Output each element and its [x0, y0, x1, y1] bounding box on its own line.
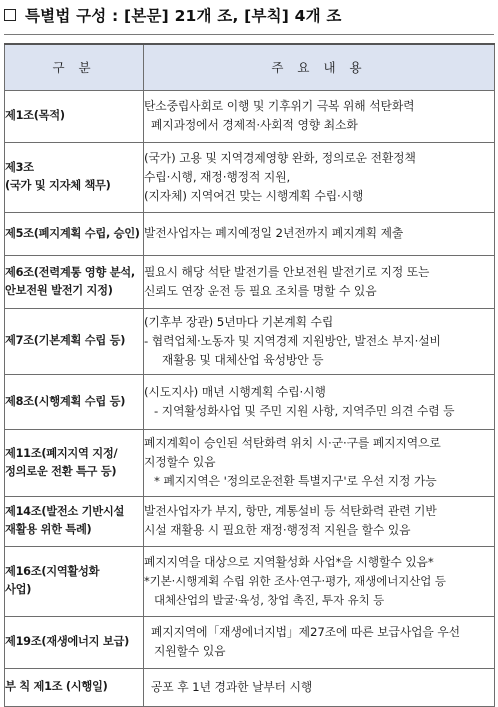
table-row [5, 255, 495, 308]
article-cell [5, 616, 144, 668]
content-line: 폐지지역을 대상으로 지역활성화 사업*을 시행할수 있음* [144, 554, 434, 569]
article-label: 제19조(재생에너지 보급) [5, 635, 129, 648]
article-label: 부 칙 제1조 (시행일) [5, 680, 108, 693]
article-cell [5, 142, 144, 212]
content-cell [144, 668, 495, 706]
content-line: 신뢰도 연장 운전 등 필요 조치를 명할 수 있음 [144, 283, 377, 298]
content-line: 발전사업자는 폐지예정일 2년전까지 폐지계획 제출 [144, 226, 404, 240]
content-note: * 폐지지역은 '정의로운전환 특별지구'로 우선 지정 가능 [154, 474, 437, 488]
content-line: 폐지과정에서 경제적·사회적 영향 최소화 [151, 118, 358, 132]
article-label: 제8조(시행계획 수립 등) [5, 394, 126, 408]
article-cell [5, 308, 144, 374]
content-cell [144, 212, 495, 255]
article-sublabel: (국가 및 지자체 책무) [5, 179, 111, 192]
article-label: 제16조(지역활성화 [5, 565, 100, 578]
content-line: 폐지지역에「재생에너지법」제27조에 따른 보급사업을 우선 [151, 625, 460, 639]
law-structure-table [4, 43, 495, 707]
heading-divider [4, 34, 494, 35]
content-line: 시설 재활용 시 필요한 재정·행정적 지원을 할수 있음 [144, 523, 411, 537]
content-note: 대체산업의 발굴·육성, 창업 촉진, 투자 유치 등 [154, 592, 385, 607]
article-cell [5, 255, 144, 308]
content-line: 공포 후 1년 경과한 날부터 시행 [151, 679, 313, 694]
article-cell [5, 212, 144, 255]
content-line: 지정할수 있음 [144, 455, 216, 469]
content-cell [144, 308, 495, 374]
content-line: 폐지계획이 승인된 석탄화력 위치 시·군·구를 폐지지역으로 [144, 436, 441, 450]
table-row [5, 496, 495, 546]
content-line: 수립·시행, 재정·행정적 지원, [144, 169, 291, 184]
content-line: 재활용 및 대체산업 육성방안 등 [162, 352, 324, 367]
article-label: 제14조(발전소 기반시설 [5, 505, 125, 518]
table-row [5, 90, 495, 142]
content-line: (지자체) 지역여건 맞는 시행계획 수립·시행 [144, 188, 364, 203]
table-header-row [5, 44, 495, 90]
table-row [5, 308, 495, 374]
article-label: 제7조(기본계획 수립 등) [5, 334, 126, 347]
article-label: 제1조(목적) [5, 109, 65, 122]
article-label: 제3조 [5, 161, 34, 174]
article-sublabel: 사업) [5, 583, 32, 596]
content-line: - 협력업체·노동자 및 지역경제 지원방안, 발전소 부지·설비 [144, 333, 441, 348]
content-line: 필요시 해당 석탄 발전기를 안보전원 발전기로 지정 또는 [144, 264, 430, 279]
content-line: - 지역활성화사업 및 주민 지원 사항, 지역주민 의견 수렴 등 [154, 403, 455, 418]
content-cell [144, 374, 495, 429]
article-cell [5, 496, 144, 546]
table-row [5, 668, 495, 706]
article-cell [5, 90, 144, 142]
article-label: 제11조(폐지지역 지정/ [5, 446, 118, 460]
content-cell [144, 546, 495, 616]
table-row [5, 142, 495, 212]
article-cell [5, 429, 144, 496]
table-row [5, 546, 495, 616]
header-category: 구 분 [5, 44, 144, 90]
table-row [5, 374, 495, 429]
content-line: (기후부 장관) 5년마다 기본계획 수립 [144, 314, 334, 329]
content-cell [144, 255, 495, 308]
article-sublabel: 안보전원 발전기 지정) [5, 283, 113, 297]
content-line: 지원할수 있음 [154, 644, 226, 658]
content-line: (시도지사) 매년 시행계획 수립·시행 [144, 384, 326, 399]
section-heading [4, 3, 342, 27]
table-row [5, 616, 495, 668]
article-sublabel: 정의로운 전환 특구 등) [5, 464, 117, 478]
checkbox-icon [4, 9, 16, 21]
table-row [5, 429, 495, 496]
article-cell [5, 668, 144, 706]
content-cell [144, 90, 495, 142]
article-label: 제5조(폐지계획 수립, 승인) [5, 226, 140, 240]
table-row [5, 212, 495, 255]
content-line: 탄소중립사회로 이행 및 기후위기 극복 위해 석탄화력 [144, 99, 415, 113]
content-line: 발전사업자가 부지, 항만, 계통설비 등 석탄화력 관련 기반 [144, 504, 437, 518]
content-line: (국가) 고용 및 지역경제영향 완화, 정의로운 전환정책 [144, 150, 416, 165]
content-cell [144, 429, 495, 496]
article-sublabel: 재활용 위한 특례) [5, 523, 92, 536]
content-cell [144, 142, 495, 212]
content-note: *기본·시행계획 수립 위한 조사·연구·평가, 재생에너지산업 등 [144, 573, 446, 588]
section-heading-title: 특별법 구성 : [본문] 21개 조, [부칙] 4개 조 [25, 7, 342, 25]
header-main-content: 주 요 내 용 [144, 44, 495, 90]
article-label: 제6조(전력계통 영향 분석, [5, 265, 135, 279]
content-cell [144, 616, 495, 668]
article-cell [5, 546, 144, 616]
article-cell [5, 374, 144, 429]
content-cell [144, 496, 495, 546]
